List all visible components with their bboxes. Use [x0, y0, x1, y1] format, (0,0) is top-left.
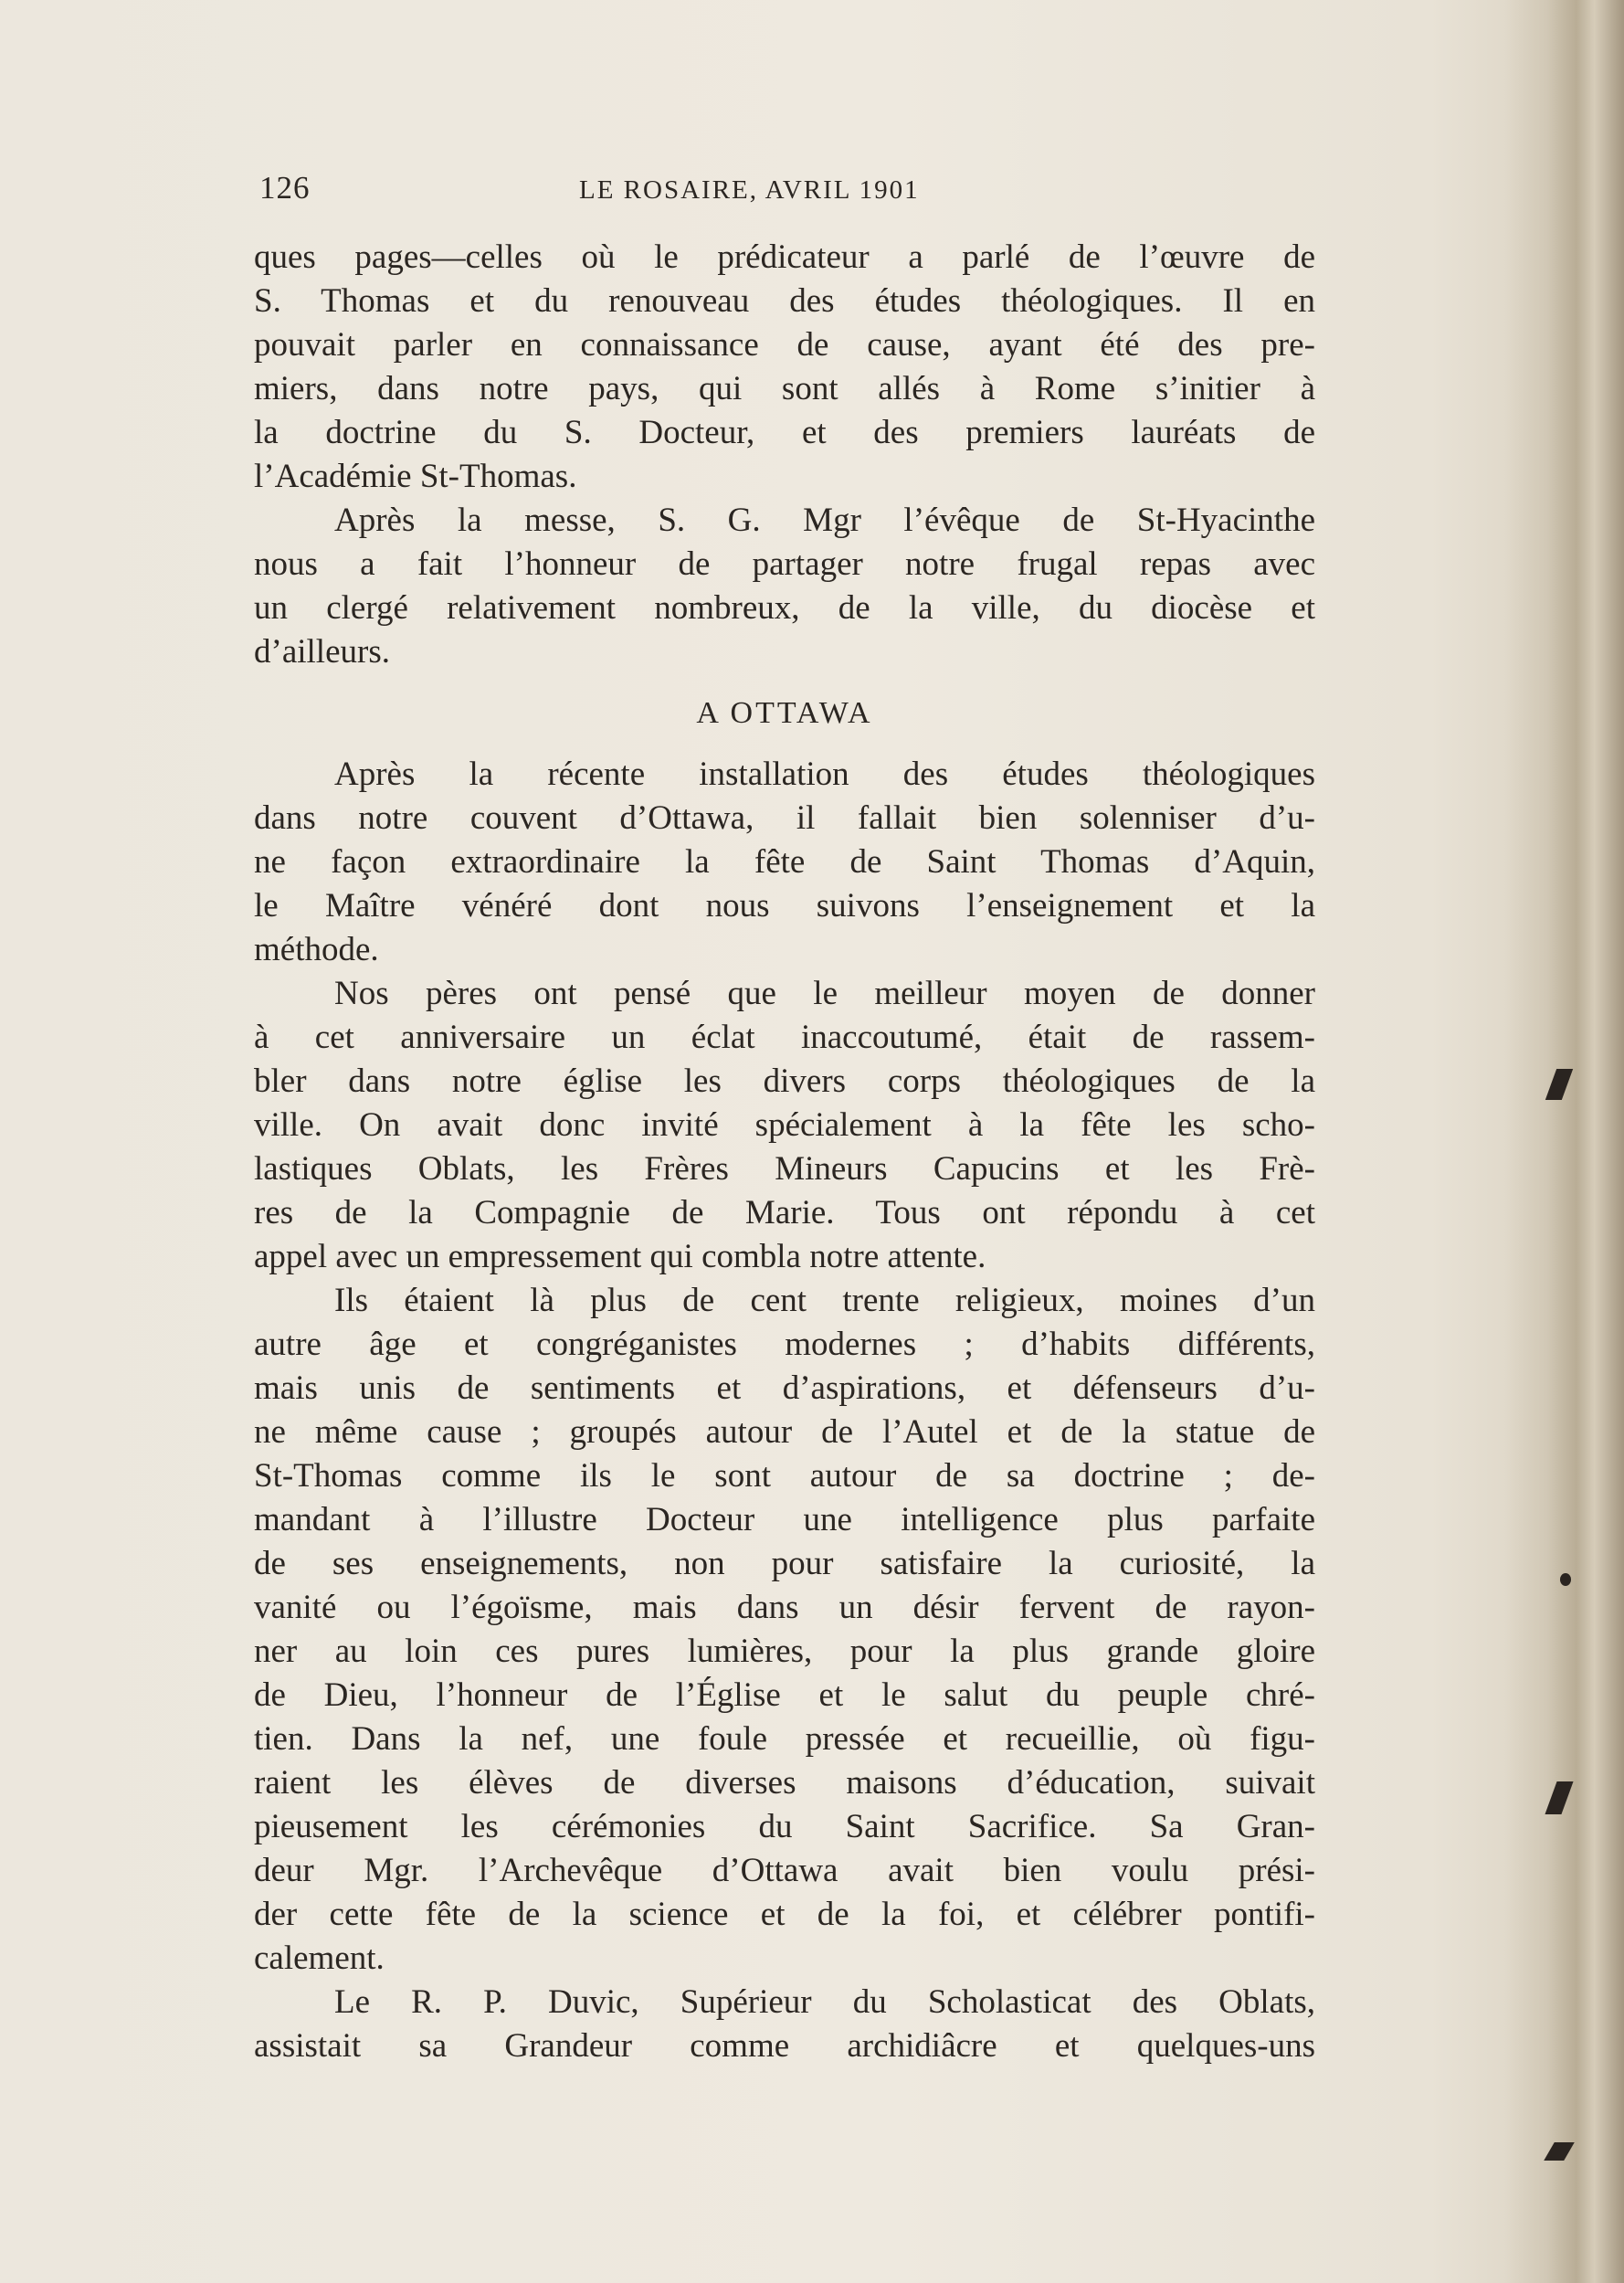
- text-line: Ils étaient là plus de cent trente religieux, moines d’un: [334, 1282, 1315, 1319]
- text-line: de ses enseignements, non pour satisfaire la curiosité, la: [254, 1545, 1315, 1582]
- text-line: St-Thomas comme ils le sont autour de sa doctrine ; de-: [254, 1457, 1315, 1495]
- text-line: mandant à l’illustre Docteur une intelligence plus parfaite: [254, 1501, 1315, 1538]
- text-line: bler dans notre église les divers corps théologiques de la: [254, 1062, 1315, 1100]
- text-line: l’Académie St-Thomas.: [254, 458, 577, 495]
- paragraph: [254, 972, 1315, 1279]
- paragraph: [254, 753, 1315, 972]
- edge-blemish: [1545, 1781, 1573, 1814]
- text-line: nous a fait l’honneur de partager notre frugal repas avec: [254, 545, 1315, 583]
- page-edge-shadow: [1505, 0, 1624, 2283]
- intro-paragraphs: [254, 236, 1315, 674]
- text-line: raient les élèves de diverses maisons d’éducation, suivait: [254, 1764, 1315, 1802]
- text-line: deur Mgr. l’Archevêque d’Ottawa avait bien voulu prési-: [254, 1852, 1315, 1889]
- section-heading: A OTTAWA: [696, 696, 873, 730]
- text-line: le Maître vénéré dont nous suivons l’enseignement et la: [254, 887, 1315, 925]
- body-text: [254, 236, 1315, 2068]
- text-line: Nos pères ont pensé que le meilleur moyen de donner: [334, 975, 1315, 1012]
- text-line: S. Thomas et du renouveau des études théologiques. Il en: [254, 282, 1315, 320]
- text-line: ne façon extraordinaire la fête de Saint Thomas d’Aquin,: [254, 843, 1315, 881]
- text-line: ner au loin ces pures lumières, pour la plus grande gloire: [254, 1633, 1315, 1670]
- text-line: Après la récente installation des études théologiques: [334, 756, 1315, 793]
- text-line: méthode.: [254, 931, 379, 968]
- text-line: ville. On avait donc invité spécialement à la fête les scho-: [254, 1106, 1315, 1144]
- text-line: pouvait parler en connaissance de cause, ayant été des pre-: [254, 326, 1315, 364]
- text-line: à cet anniversaire un éclat inaccoutumé, était de rassem-: [254, 1019, 1315, 1056]
- text-line: mais unis de sentiments et d’aspirations, et défenseurs d’u-: [254, 1369, 1315, 1407]
- text-line: ne même cause ; groupés autour de l’Autel et de la statue de: [254, 1413, 1315, 1451]
- text-line: un clergé relativement nombreux, de la ville, du diocèse et: [254, 589, 1315, 627]
- edge-blemish: [1545, 1069, 1573, 1100]
- text-line: appel avec un empressement qui combla notre attente.: [254, 1238, 986, 1275]
- paragraph: [254, 499, 1315, 674]
- running-title: LE ROSAIRE, AVRIL 1901: [579, 175, 920, 205]
- text-line: ques pages—celles où le prédicateur a parlé de l’œuvre de: [254, 238, 1315, 276]
- text-line: res de la Compagnie de Marie. Tous ont répondu à cet: [254, 1194, 1315, 1231]
- text-line: der cette fête de la science et de la foi, et célébrer pontifi-: [254, 1896, 1315, 1933]
- text-line: la doctrine du S. Docteur, et des premiers lauréats de: [254, 414, 1315, 451]
- running-header: [259, 170, 1447, 210]
- text-line: dans notre couvent d’Ottawa, il fallait bien solenniser d’u-: [254, 799, 1315, 837]
- edge-blemish: [1544, 2142, 1575, 2161]
- text-line: vanité ou l’égoïsme, mais dans un désir fervent de rayon-: [254, 1589, 1315, 1626]
- text-line: assistait sa Grandeur comme archidiâcre et quelques-uns: [254, 2027, 1315, 2065]
- text-line: tien. Dans la nef, une foule pressée et recueillie, où figu-: [254, 1720, 1315, 1758]
- text-line: miers, dans notre pays, qui sont allés à Rome s’initier à: [254, 370, 1315, 407]
- text-line: lastiques Oblats, les Frères Mineurs Capucins et les Frè-: [254, 1150, 1315, 1188]
- paragraph: [254, 236, 1315, 499]
- paragraph: [254, 1981, 1315, 2068]
- text-line: pieusement les cérémonies du Saint Sacrifice. Sa Gran-: [254, 1808, 1315, 1845]
- edge-blemish: [1560, 1573, 1571, 1586]
- page-number: 126: [259, 170, 311, 206]
- text-line: autre âge et congréganistes modernes ; d’habits différents,: [254, 1326, 1315, 1363]
- text-line: d’ailleurs.: [254, 633, 390, 671]
- section-paragraphs: [254, 753, 1315, 2068]
- text-line: calement.: [254, 1939, 385, 1977]
- text-line: Le R. P. Duvic, Supérieur du Scholasticat des Oblats,: [334, 1983, 1315, 2021]
- text-line: de Dieu, l’honneur de l’Église et le salut du peuple chré-: [254, 1676, 1315, 1714]
- text-line: Après la messe, S. G. Mgr l’évêque de St-Hyacinthe: [334, 502, 1315, 539]
- paragraph: [254, 1279, 1315, 1981]
